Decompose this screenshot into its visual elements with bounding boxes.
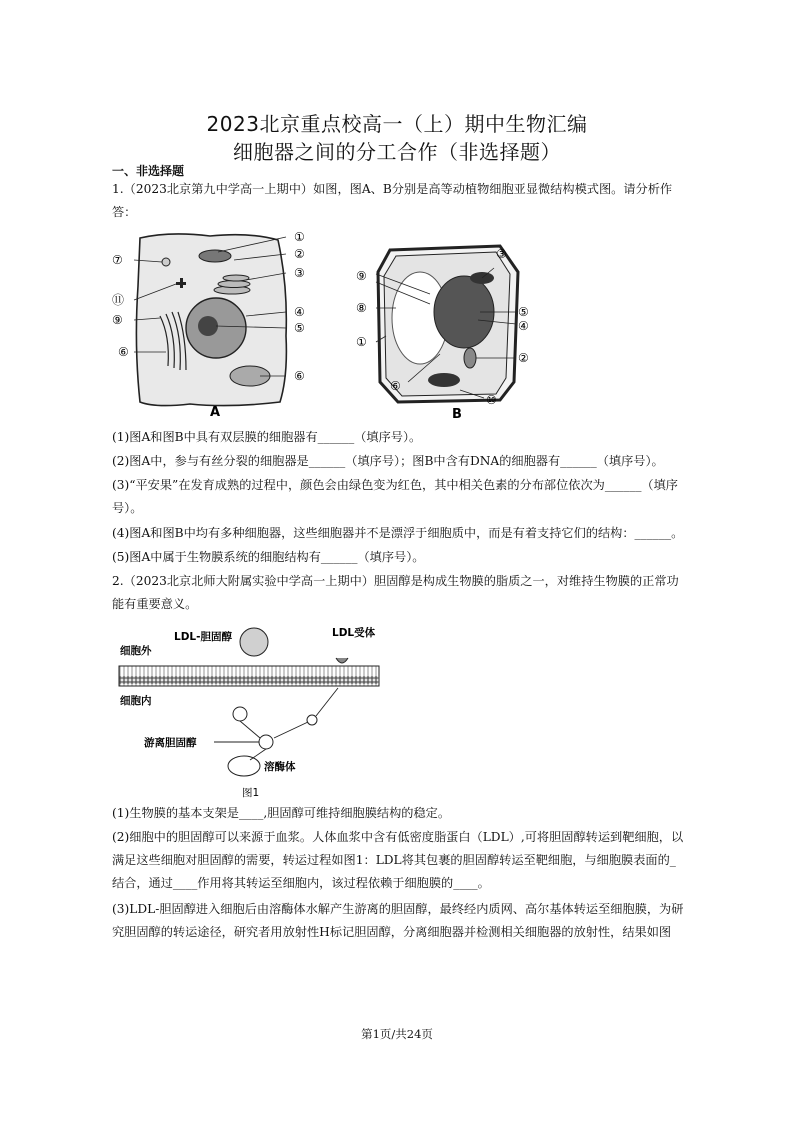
recycle-vesicle-shape (307, 715, 317, 725)
nucleolus-shape (198, 316, 218, 336)
ldl-particle-shape (240, 628, 268, 656)
question-1-sub2: (2)图A中，参与有丝分裂的细胞器是______（填序号）；图B中含有DNA的细胞器有______（填序号）。 (112, 454, 664, 468)
chloroplast-bottom-shape (428, 373, 460, 387)
endosome-shape (233, 707, 247, 721)
outside-label: 细胞外 (120, 645, 152, 657)
ldl-receptor-shape (336, 658, 348, 663)
label-7: ⑦ (112, 253, 123, 267)
label-11: ⑪ (112, 293, 125, 307)
question-1-stem: 1.（2023北京第九中学高一上期中）如图，图A、B分别是高等动植物细胞亚显微结构模式图。请分析作答： (112, 182, 673, 219)
inside-label: 细胞内 (120, 695, 152, 707)
document-title: 2023北京重点校高一（上）期中生物汇编 (206, 112, 588, 136)
label-6: ⑥ (294, 369, 305, 383)
question-1-sub4: (4)图A和图B中均有多种细胞器，这些细胞器并不是漂浮于细胞质中，而是有着支持它们的结构：______。 (112, 526, 684, 540)
label-1: ① (294, 230, 305, 244)
label-3: ③ (294, 266, 305, 280)
section-heading: 一、非选择题 (112, 164, 185, 178)
ldl-label: LDL-胆固醇 (174, 631, 232, 643)
label-6-left: ⑥ (118, 345, 129, 359)
lysosome-shape (228, 756, 260, 776)
document-subtitle: 细胞器之间的分工合作（非选择题） (233, 140, 561, 164)
label-2: ② (294, 247, 305, 261)
label-b4: ④ (518, 319, 529, 333)
lysosome-label: 溶酶体 (264, 761, 296, 773)
vesicle-b-shape (259, 735, 273, 749)
figure-a-label: A (210, 405, 221, 420)
page-footer: 第1页/共24页 (361, 1027, 433, 1041)
ldl-transport-figure (114, 620, 384, 800)
mitochondrion-shape (199, 250, 231, 262)
label-b1: ① (356, 335, 367, 349)
label-b9: ⑨ (356, 269, 367, 283)
mitochondrion-b-shape (464, 348, 476, 368)
question-1-sub5: (5)图A中属于生物膜系统的细胞结构有______（填序号）。 (112, 550, 425, 564)
figure-b-label: B (452, 407, 462, 422)
plant-cell-figure (350, 232, 540, 424)
receptor-label: LDL受体 (332, 627, 376, 639)
question-1-sub1: (1)图A和图B中具有双层膜的细胞器有______（填序号）。 (112, 430, 422, 444)
label-4: ④ (294, 305, 305, 319)
label-b6: ⑥ (390, 379, 401, 393)
label-b10: ⑩ (486, 393, 497, 407)
free-cholesterol-label: 游离胆固醇 (144, 737, 197, 749)
label-b3: ③ (496, 247, 507, 261)
figure-1-caption: 图1 (242, 787, 260, 799)
label-5: ⑤ (294, 321, 305, 335)
animal-cell-figure (110, 226, 320, 422)
membrane-bilayer-shape (119, 666, 379, 686)
label-b8: ⑧ (356, 301, 367, 315)
label-b2: ② (518, 351, 529, 365)
question-1-sub3: (3)“平安果”在发育成熟的过程中，颜色会由绿色变为红色，其中相关色素的分布部位依次为______（填序号）。 (112, 478, 678, 515)
question-2-sub3: (3)LDL-胆固醇进入细胞后由溶酶体水解产生游离的胆固醇，最终经内质网、高尔基体转运至细胞膜，为研究胆固醇的转运途径，研究者用放射性H标记胆固醇，分离细胞器并检测相关细胞器的放射性，结果如图 (112, 902, 684, 939)
question-2-sub2: (2)细胞中的胆固醇可以来源于血浆。人体血浆中含有低密度脂蛋白（LDL）,可将胆固醇转运到靶细胞，以满足这些细胞对胆固醇的需要，转运过程如图1：LDL将其包裹的胆固醇转运至靶细胞，与细胞膜表面的_结合，通过____作用将其转运至细胞内，该过程依赖于细胞膜的____。 (112, 830, 684, 890)
vesicle-shape (162, 258, 170, 266)
question-2-sub1: (1)生物膜的基本支架是____,胆固醇可维持细胞膜结构的稳定。 (112, 806, 451, 820)
question-2-stem: 2.（2023北京北师大附属实验中学高一上期中）胆固醇是构成生物膜的脂质之一，对维持生物膜的正常功能有重要意义。 (112, 574, 679, 611)
label-9: ⑨ (112, 313, 123, 327)
label-b5: ⑤ (518, 305, 529, 319)
